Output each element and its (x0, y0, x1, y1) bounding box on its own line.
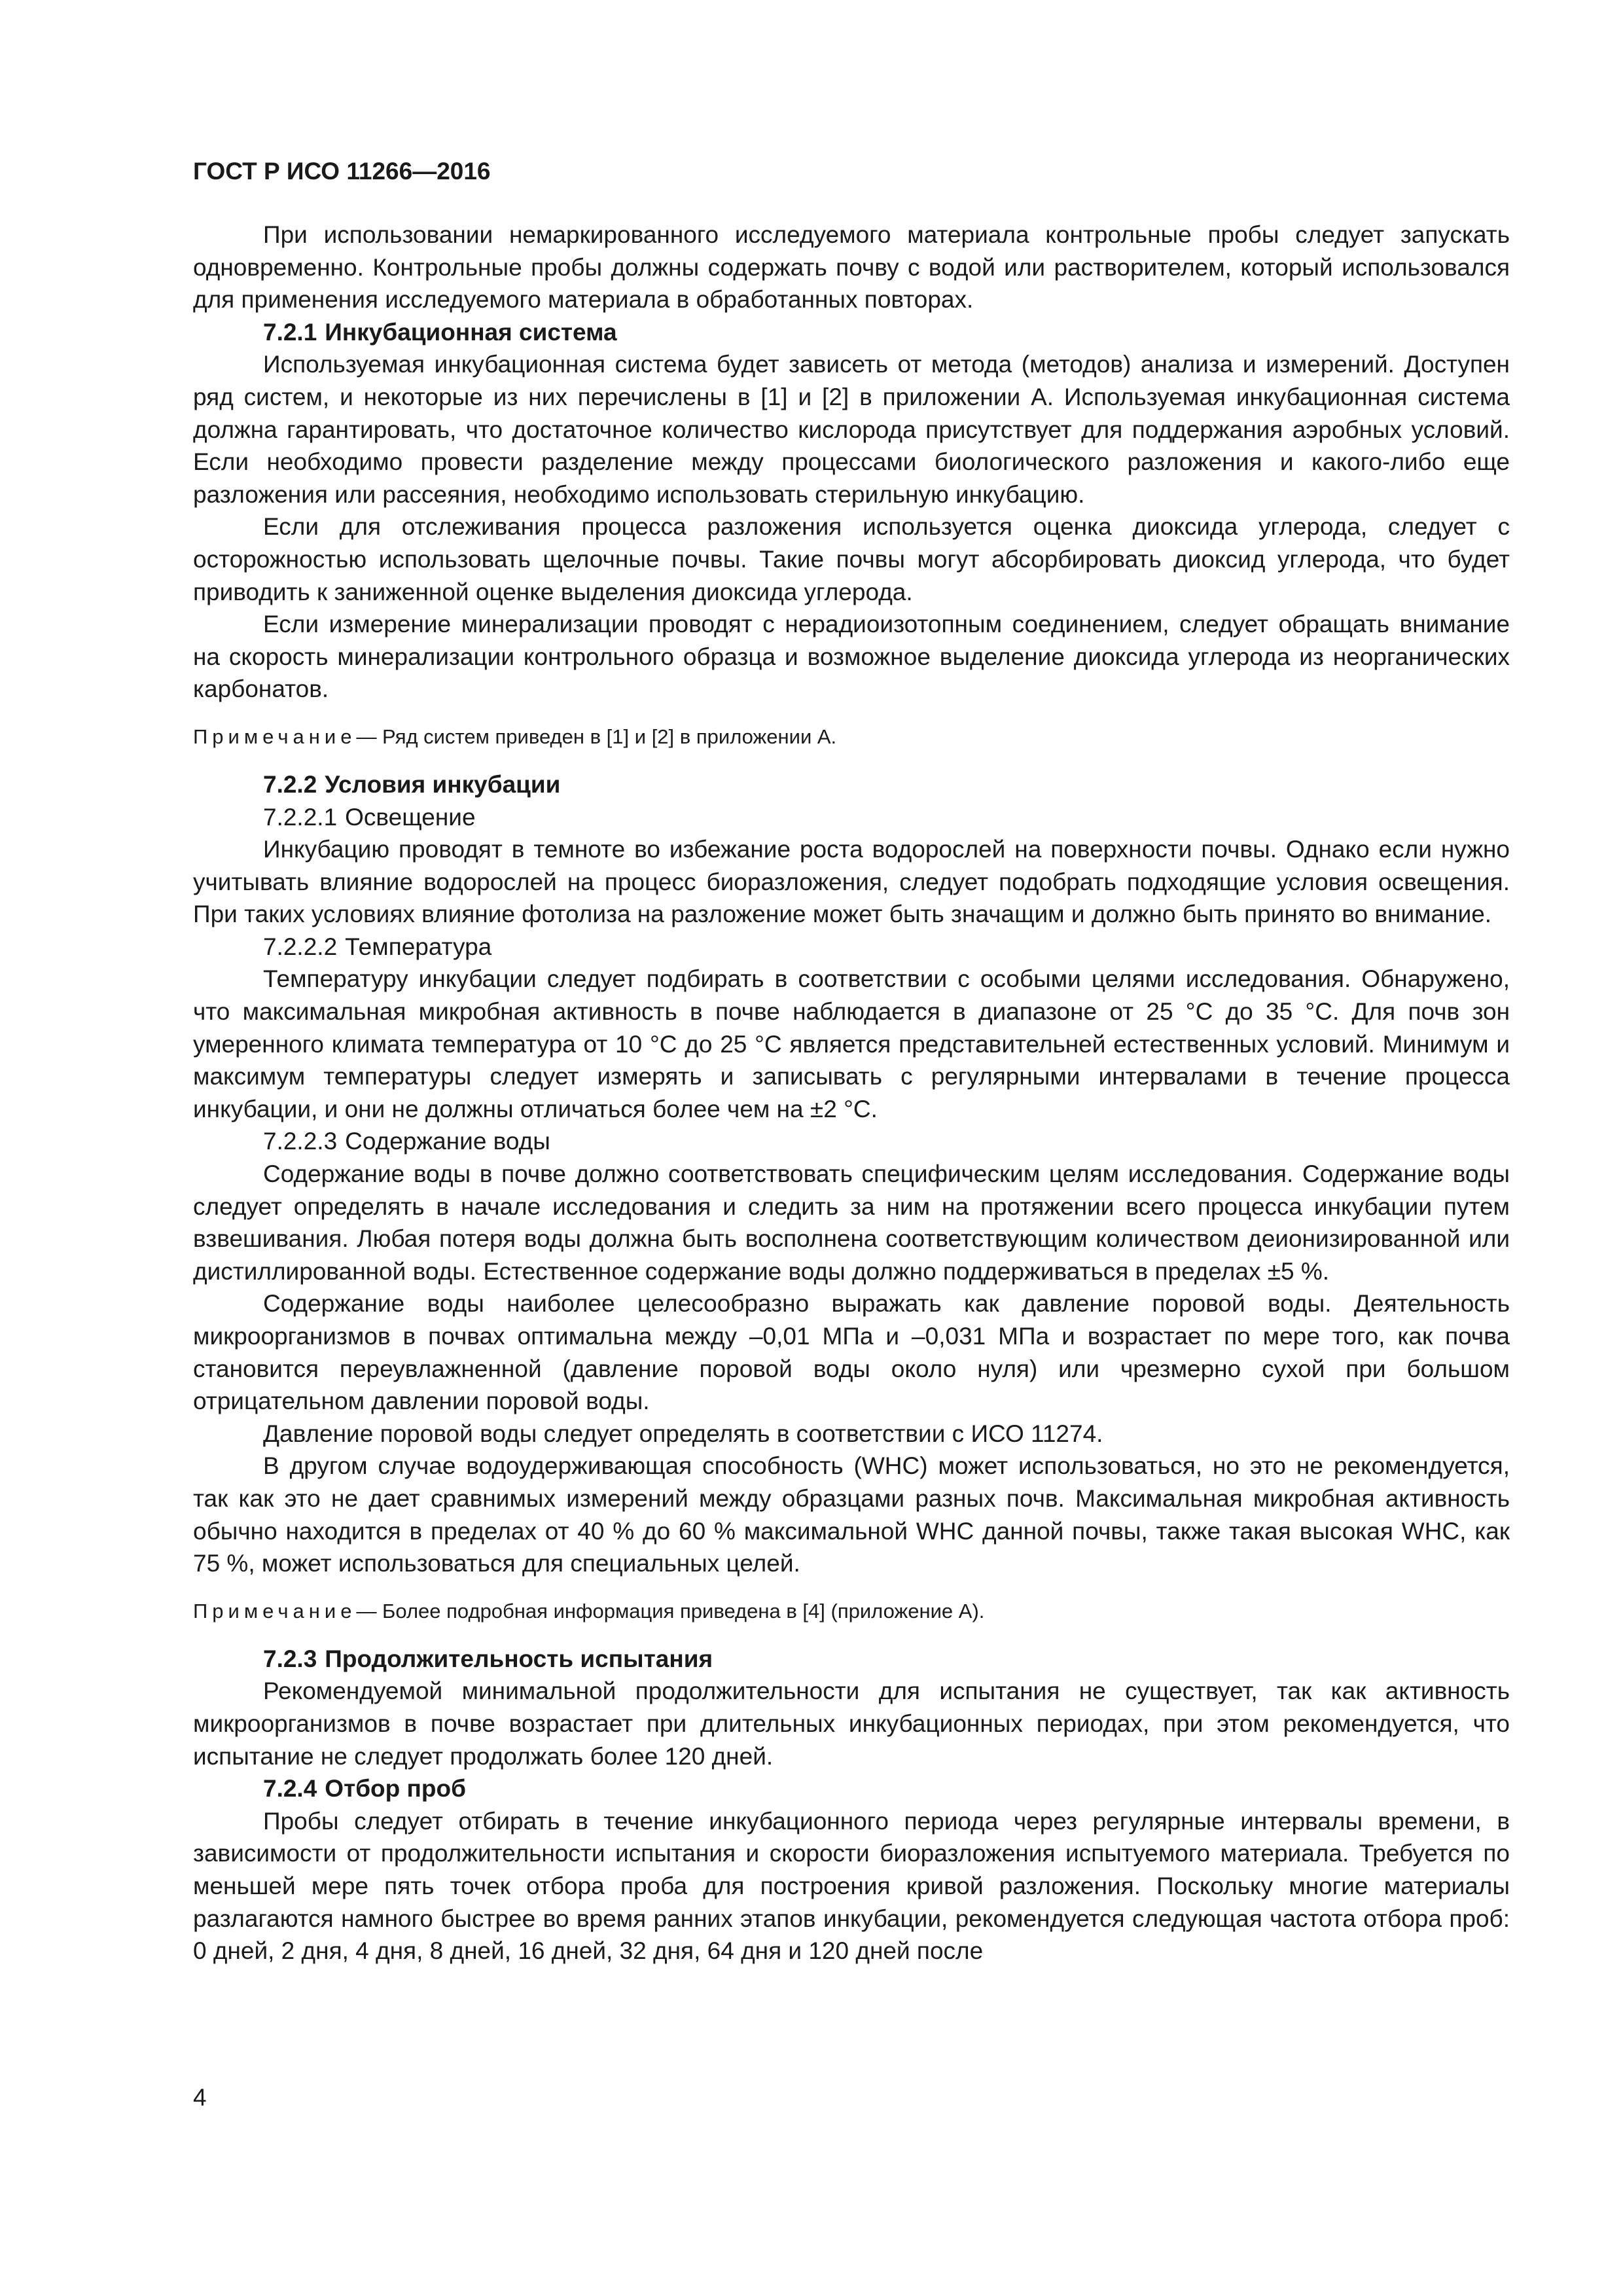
subsection-heading-7-2-2-3 (193, 1125, 1510, 1158)
note-2 (193, 1597, 1510, 1626)
paragraph-7-2-3: Рекомендуемой минимальной продолжительности для испытания не существует, так как активность микроорганизмов в почве возрастает при длительных инкубационных периодах, при этом рекомендуется, что испытание не следует продолжать более 120 дней. (193, 1677, 1510, 1770)
section-number: 7.2.2.1 (263, 803, 338, 831)
section-number: 7.2.2.2 (263, 933, 338, 960)
section-heading-7-2-2 (193, 768, 1510, 801)
paragraph-7-2-1-3: Если измерение минерализации проводят с нерадиоизотопным соединением, следует обращать внимание на скорость минерализации контрольного образца и возможное выделение диоксида углерода из неорганических карбонатов. (193, 611, 1510, 703)
section-title: Продолжительность испытания (325, 1645, 713, 1672)
paragraph-7-2-2-1: Инкубацию проводят в темноте во избежание роста водорослей на поверхности почвы. Однако если нужно учитывать влияние водорослей на процесс биоразложения, следует подобрать подходящие условия освещения. При таких условиях влияние фотолиза на разложение может быть значащим и должно быть принято во внимание. (193, 836, 1510, 928)
note-label: Примечание (193, 1599, 357, 1623)
section-title: Освещение (345, 803, 476, 831)
section-number: 7.2.3 (263, 1645, 317, 1672)
paragraph-7-2-1-2: Если для отслеживания процесса разложения используется оценка диоксида углерода, следует с осторожностью использовать щелочные почвы. Такие почвы могут абсорбировать диоксид углерода, что будет приводить к заниженной оценке выделения диоксида углерода. (193, 513, 1510, 605)
paragraph-7-2-2-3-2: Содержание воды наиболее целесообразно выражать как давление поровой воды. Деятельность микроорганизмов в почвах оптимальна между –0,01 МПа и –0,031 МПа и возрастает по мере того, как почва становится переувлажненной (давление поровой воды около нуля) или чрезмерно сухой при большом отрицательном давлении поровой воды. (193, 1290, 1510, 1415)
section-heading-7-2-4 (193, 1772, 1510, 1805)
note-1 (193, 723, 1510, 751)
section-title: Температура (345, 933, 492, 960)
section-number: 7.2.2 (263, 770, 317, 798)
paragraph-7-2-1-1: Используемая инкубационная система будет зависеть от метода (методов) анализа и измерений. Доступен ряд систем, и некоторые из них перечислены в [1] и [2] в приложении А. Используемая инкубационная система должна гарантировать, что достаточное количество кислорода присутствует для поддержания аэробных условий. Если необходимо провести разделение между процессами биологического разложения и какого-либо еще разложения или рассеяния, необходимо использовать стерильную инкубацию. (193, 351, 1510, 508)
section-title: Условия инкубации (325, 770, 561, 798)
paragraph-intro: При использовании немаркированного исследуемого материала контрольные пробы следует запускать одновременно. Контрольные пробы должны содержать почву с водой или растворителем, который использовался для применения исследуемого материала в обработанных повторах. (193, 221, 1510, 314)
section-heading-7-2-1 (193, 316, 1510, 349)
page-number: 4 (193, 2084, 207, 2111)
document-page (193, 157, 1510, 1967)
paragraph-7-2-4: Пробы следует отбирать в течение инкубационного периода через регулярные интервалы времени, в зависимости от продолжительности испытания и скорости биоразложения испытуемого материала. Требуется по меньшей мере пять точек отбора проба для построения кривой разложения. Поскольку многие материалы разлагаются намного быстрее во время ранних этапов инкубации, рекомендуется следующая частота отбора проб: 0 дней, 2 дня, 4 дня, 8 дней, 16 дней, 32 дня, 64 дня и 120 дней после (193, 1807, 1510, 1965)
subsection-heading-7-2-2-2 (193, 931, 1510, 963)
note-text: — Более подробная информация приведена в [4] (приложение А). (356, 1599, 985, 1623)
section-heading-7-2-3 (193, 1643, 1510, 1676)
note-text: — Ряд систем приведен в [1] и [2] в приложении А. (356, 725, 837, 748)
section-number: 7.2.2.3 (263, 1128, 338, 1155)
note-label: Примечание (193, 725, 357, 748)
document-code-header: ГОСТ Р ИСО 11266—2016 (193, 158, 491, 185)
paragraph-7-2-2-3-4: В другом случае водоудерживающая способность (WHC) может использоваться, но это не рекомендуется, так как это не дает сравнимых измерений между образцами разных почв. Максимальная микробная активность обычно находится в пределах от 40 % до 60 % максимальной WHC данной почвы, также такая высокая WHC, как 75 %, может использоваться для специальных целей. (193, 1452, 1510, 1577)
paragraph-7-2-2-3-3: Давление поровой воды следует определять в соответствии с ИСО 11274. (263, 1420, 1103, 1447)
section-title: Инкубационная система (325, 318, 617, 346)
paragraph-7-2-2-2: Температуру инкубации следует подбирать в соответствии с особыми целями исследования. Обнаружено, что максимальная микробная активность в почве наблюдается в диапазоне от 25 °С до 35 °С. Для почв зон умеренного климата температура от 10 °С до 25 °С является представительней естественных условий. Минимум и максимум температуры следует измерять и записывать с регулярными интервалами в течение процесса инкубации, и они не должны отличаться более чем на ±2 °С. (193, 965, 1510, 1122)
section-title: Содержание воды (345, 1128, 550, 1155)
section-title: Отбор проб (325, 1775, 466, 1803)
paragraph-7-2-2-3-1: Содержание воды в почве должно соответствовать специфическим целям исследования. Содержание воды следует определять в начале исследования и следить за ним на протяжении всего процесса инкубации путем взвешивания. Любая потеря воды должна быть восполнена соответствующим количеством деионизированной или дистиллированной воды. Естественное содержание воды должно поддерживаться в пределах ±5 %. (193, 1160, 1510, 1285)
subsection-heading-7-2-2-1 (193, 801, 1510, 834)
section-number: 7.2.4 (263, 1775, 317, 1803)
section-number: 7.2.1 (263, 318, 317, 346)
